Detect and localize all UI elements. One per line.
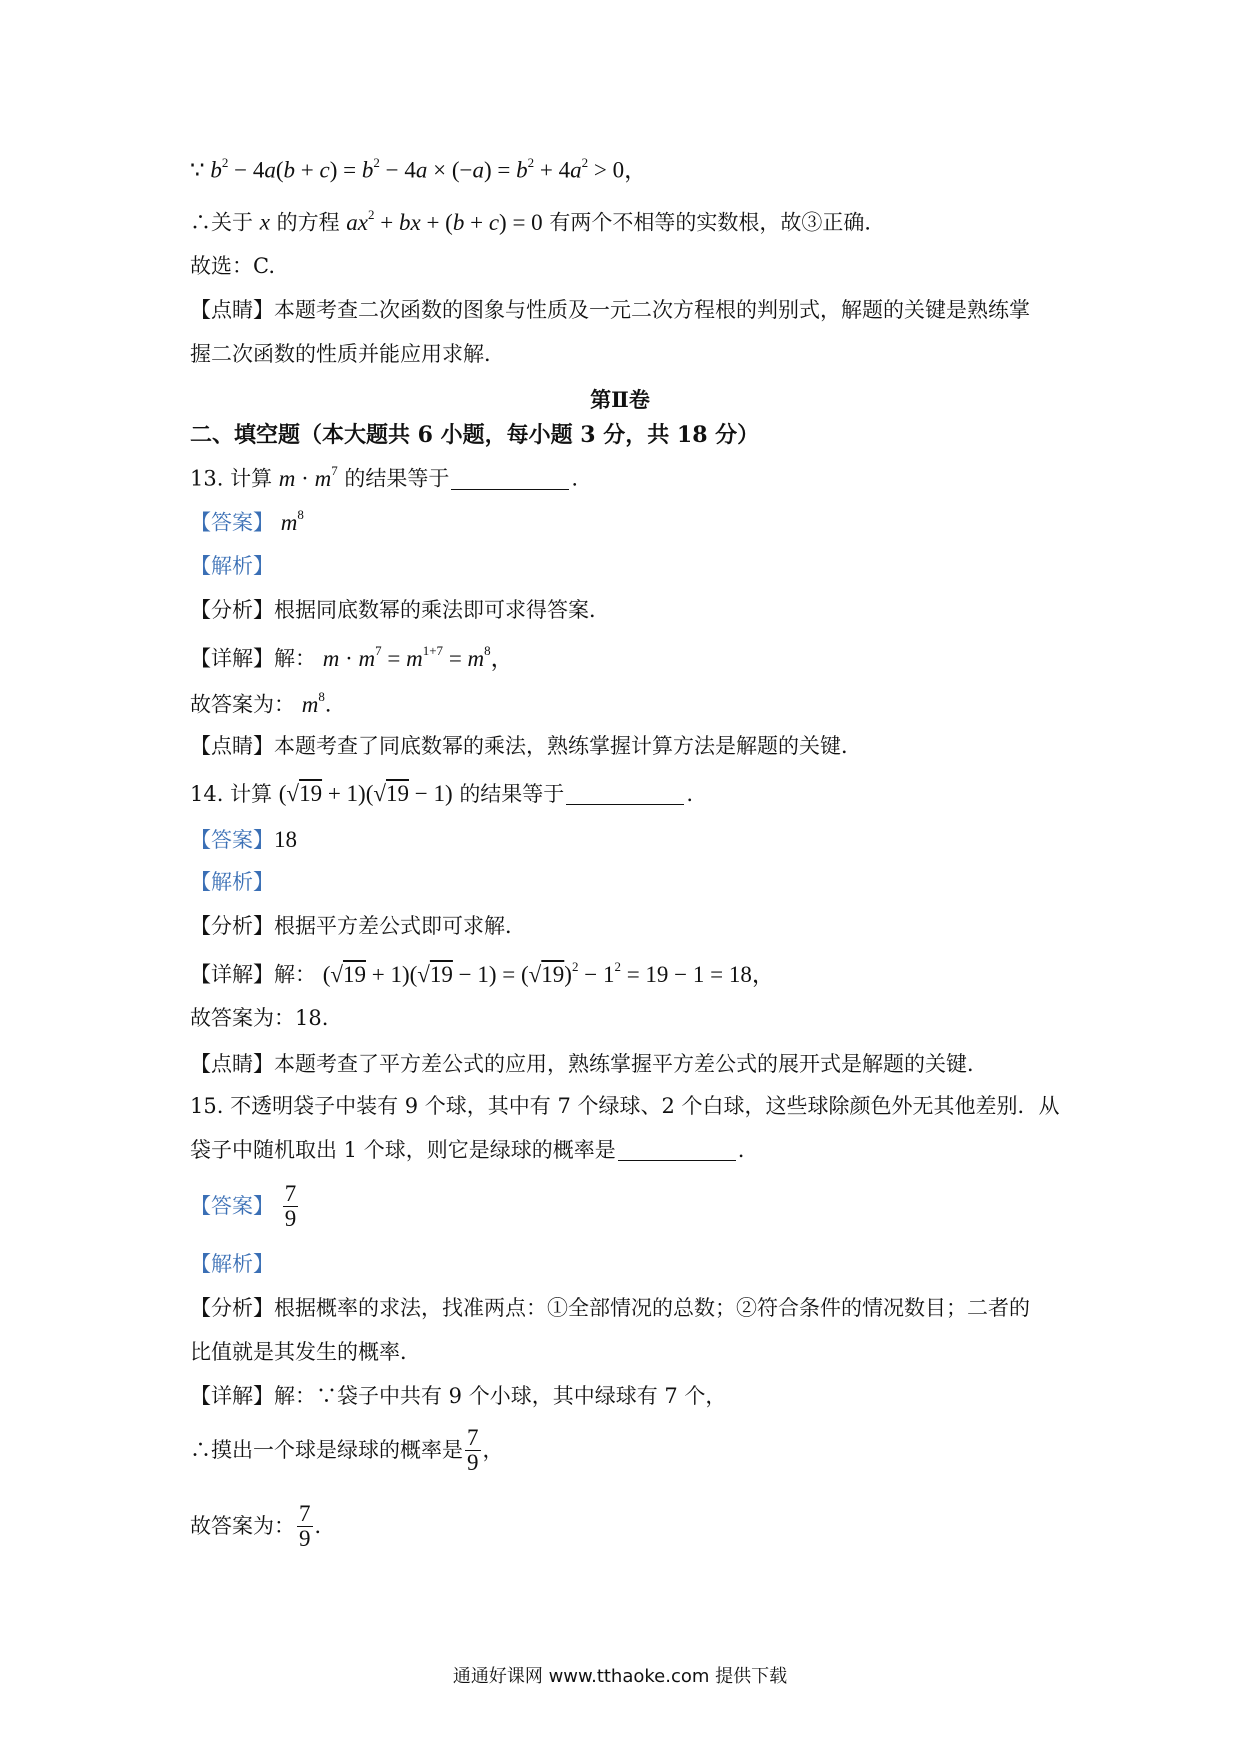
q15-conclusion: 故答案为： $\frac{7}{9}$ ． <box>190 1501 336 1552</box>
prev-dianjing: 【点睛】本题考查二次函数的图象与性质及一元二次方程根的判别式，解题的关键是熟练掌 <box>190 298 1030 322</box>
q13-conclusion: 故答案为： $m^8$． <box>190 689 346 717</box>
volume-title: 第Ⅱ卷 <box>590 387 650 412</box>
q14-prompt: 14. 计算 (√19 + 1)(√19 − 1) 的结果等于 . <box>190 781 693 806</box>
q13-expr: $m \cdot m^7$ <box>278 463 338 491</box>
q13-answer: 【答案】 $m^8$ <box>190 507 304 535</box>
page-footer: 通通好课网 www.tthaoke.com 提供下载 <box>452 1666 788 1687</box>
choice-line: 故选：C. <box>190 254 275 278</box>
prev-dianjing-cont: 握二次函数的性质并能应用求解． <box>190 342 505 366</box>
q14-blank <box>566 803 684 805</box>
q14-dianjing: 【点睛】本题考查了平方差公式的应用，熟练掌握平方差公式的展开式是解题的关键． <box>190 1052 988 1076</box>
q14-answer: 【答案】18 <box>190 827 297 852</box>
q15-prompt-1: 15. 不透明袋子中装有 9 个球，其中有 7 个绿球、2 个白球，这些球除颜色外无其他差别．从 <box>190 1094 1060 1118</box>
q13-fenxi: 【分析】根据同底数幂的乘法即可求得答案． <box>190 598 610 622</box>
q15-step2-fraction: $\frac{7}{9}$ <box>467 1425 479 1476</box>
q13-analysis-tag: 【解析】 <box>190 554 274 578</box>
q15-xiangjie: 【详解】解：∵袋子中共有 9 个小球，其中绿球有 7 个， <box>190 1384 727 1408</box>
q14-xiangjie: 【详解】解： $(√19 + 1)(√19 - 1) = (√19)^2 - 1^2 = 19 - 1 = 18$， <box>190 959 775 987</box>
q15-analysis-tag: 【解析】 <box>190 1252 274 1276</box>
conclusion-line: ∴关于 x 的方程 $ax^2$ + bx + (b + c) = 0 有两个不相等的实数根，故③正确． <box>190 207 886 235</box>
q15-prompt-2: 袋子中随机取出 1 个球，则它是绿球的概率是 . <box>190 1138 745 1162</box>
q14-conclusion: 故答案为：18. <box>190 1006 329 1030</box>
q15-step2: ∴摸出一个球是绿球的概率是 $\frac{7}{9}$ ， <box>190 1425 504 1476</box>
q15-conclusion-fraction: $\frac{7}{9}$ <box>299 1501 311 1552</box>
q15-blank <box>618 1159 736 1161</box>
q13-answer-value: $m^8$ <box>280 507 304 535</box>
q15-answer: 【答案】 $\frac{7}{9}$ <box>190 1181 297 1232</box>
q13-prompt: 13. 计算 $m \cdot m^7$ 的结果等于 . <box>190 463 579 491</box>
equation: $ax^2$ + bx + (b + c) = 0 <box>346 207 543 235</box>
section-heading: 二、填空题（本大题共 6 小题，每小题 3 分，共 18 分） <box>190 422 760 448</box>
q15-fenxi-1: 【分析】根据概率的求法，找准两点：①全部情况的总数；②符合条件的情况数目；二者的 <box>190 1296 1030 1320</box>
q14-expr: (√19 + 1)(√19 − 1) <box>278 781 453 806</box>
q13-dianjing: 【点睛】本题考查了同底数幂的乘法，熟练掌握计算方法是解题的关键． <box>190 734 862 758</box>
q15-fenxi-2: 比值就是其发生的概率． <box>190 1340 421 1364</box>
q13-blank <box>451 488 569 490</box>
q14-fenxi: 【分析】根据平方差公式即可求解． <box>190 914 526 938</box>
q13-xiangjie: 【详解】解： $m \cdot m^7 = m^{1+7} = m^8$， <box>190 643 514 671</box>
variable-x: x <box>259 209 270 235</box>
discriminant-line: ∵ $b^2 - 4a(b + c) = b^2 - 4a \times (-a) = b^2 + 4a^2 > 0$， <box>190 155 648 183</box>
q15-answer-fraction: $\frac{7}{9}$ <box>284 1181 297 1232</box>
q14-analysis-tag: 【解析】 <box>190 870 274 894</box>
